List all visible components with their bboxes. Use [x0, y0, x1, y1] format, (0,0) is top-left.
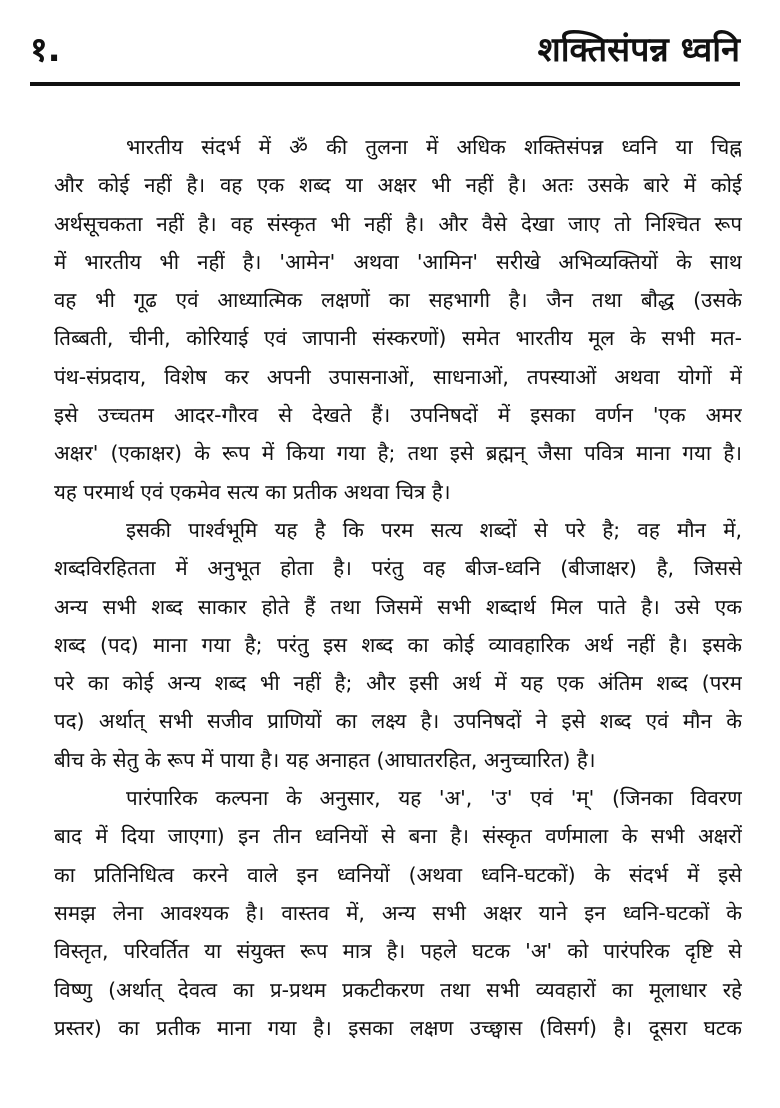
text-line: समझ लेना आवश्यक है। वास्तव में, अन्य सभी अक्षर याने इन ध्वनि-घटकों के	[54, 900, 742, 925]
text-line: तिब्बती, चीनी, कोरियाई एवं जापानी संस्करणों) समेत भारतीय मूल के सभी मत-	[54, 326, 742, 351]
text-line: का प्रतिनिधित्व करने वाले इन ध्वनियों (अथवा ध्वनि-घटकों) के संदर्भ में इसे	[54, 862, 742, 887]
page-number: १.	[30, 30, 61, 70]
text-line: इसे उच्चतम आदर-गौरव से देखते हैं। उपनिषदों में इसका वर्णन 'एक अमर	[54, 403, 742, 428]
text-line: अर्थसूचकता नहीं है। वह संस्कृत भी नहीं है। और वैसे देखा जाए तो निश्चित रूप	[54, 211, 742, 236]
text-line: शब्द (पद) माना गया है; परंतु इस शब्द का कोई व्यावहारिक अर्थ नहीं है। इसके	[54, 632, 742, 657]
paragraph-2	[54, 511, 742, 779]
text-line: विस्तृत, परिवर्तित या संयुक्त रूप मात्र है। पहले घटक 'अ' को पारंपरिक दृष्टि से	[54, 939, 742, 964]
text-line: और कोई नहीं है। वह एक शब्द या अक्षर भी नहीं है। अतः उसके बारे में कोई	[54, 173, 742, 198]
text-line: पद) अर्थात् सभी सजीव प्राणियों का लक्ष्य है। उपनिषदों ने इसे शब्द एवं मौन के	[54, 709, 742, 734]
page-header	[30, 26, 740, 76]
text-line: यह परमार्थ एवं एकमेव सत्य का प्रतीक अथवा चित्र है।	[54, 479, 451, 504]
paragraph-3	[54, 779, 742, 1047]
text-line: विष्णु (अर्थात् देवत्व का प्र-प्रथम प्रकटीकरण तथा सभी व्यवहारों का मूलाधार रहे	[54, 977, 742, 1002]
text-line: शब्दविरहितता में अनुभूत होता है। परंतु वह बीज-ध्वनि (बीजाक्षर) है, जिससे	[54, 556, 742, 581]
body-text	[54, 128, 742, 1047]
text-line: में भारतीय भी नहीं है। 'आमेन' अथवा 'आमिन' सरीखे अभिव्यक्तियों के साथ	[54, 249, 742, 274]
text-line: पारंपारिक कल्पना के अनुसार, यह 'अ', 'उ' एवं 'म्' (जिनका विवरण	[126, 786, 742, 811]
text-line: परे का कोई अन्य शब्द भी नहीं है; और इसी अर्थ में यह एक अंतिम शब्द (परम	[54, 671, 742, 696]
chapter-title: शक्तिसंपन्न ध्वनि	[537, 30, 740, 70]
paragraph-1	[54, 128, 742, 511]
text-line: प्रस्तर) का प्रतीक माना गया है। इसका लक्षण उच्छ्वास (विसर्ग) है। दूसरा घटक	[54, 1015, 742, 1040]
text-line: वह भी गूढ एवं आध्यात्मिक लक्षणों का सहभागी है। जैन तथा बौद्ध (उसके	[54, 288, 742, 313]
text-line: अक्षर' (एकाक्षर) के रूप में किया गया है; तथा इसे ब्रह्मन् जैसा पवित्र माना गया है।	[54, 441, 742, 466]
text-line: बीच के सेतु के रूप में पाया है। यह अनाहत (आघातरहित, अनुच्चारित) है।	[54, 747, 596, 772]
text-line: इसकी पार्श्वभूमि यह है कि परम सत्य शब्दों से परे है; वह मौन में,	[126, 517, 742, 542]
text-line: भारतीय संदर्भ में ॐ की तुलना में अधिक शक्तिसंपन्न ध्वनि या चिह्न	[126, 135, 742, 159]
text-line: पंथ-संप्रदाय, विशेष कर अपनी उपासनाओं, साधनाओं, तपस्याओं अथवा योगों में	[54, 364, 742, 389]
text-line: अन्य सभी शब्द साकार होते हैं तथा जिसमें सभी शब्दार्थ मिल पाते है। उसे एक	[54, 594, 742, 619]
header-rule	[30, 82, 740, 86]
text-line: बाद में दिया जाएगा) इन तीन ध्वनियों से बना है। संस्कृत वर्णमाला के सभी अक्षरों	[54, 824, 742, 849]
